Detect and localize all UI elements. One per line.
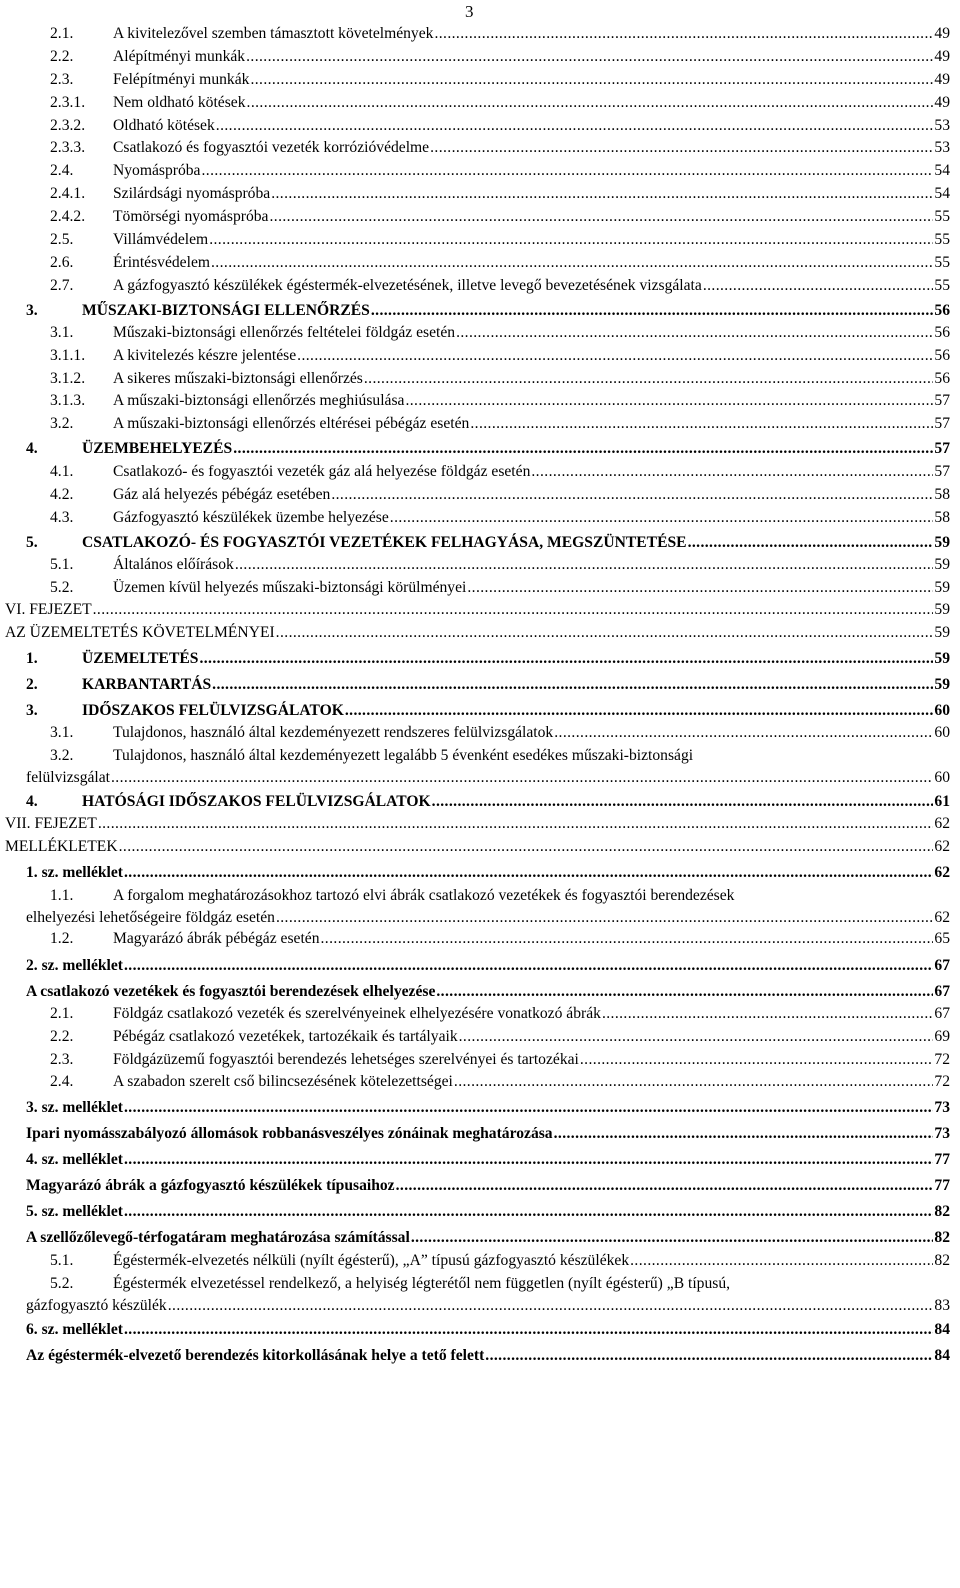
dot-leader xyxy=(345,700,934,722)
toc-entry[interactable] xyxy=(0,700,960,722)
toc-entry-number: 2.4.2. xyxy=(50,208,86,225)
toc-entry[interactable] xyxy=(0,622,960,644)
dot-leader xyxy=(454,1071,934,1093)
toc-entry-page: 56 xyxy=(934,302,950,319)
toc-entry-title: Felépítményi munkák xyxy=(113,71,250,88)
toc-entry-page: 59 xyxy=(934,650,950,667)
toc-entry-title: Földgázüzemű fogyasztói berendezés lehetséges szerelvényei és tartozékai xyxy=(113,1051,579,1068)
toc-entry-title: Üzemen kívül helyezés műszaki-biztonsági körülményei xyxy=(113,579,467,596)
dot-leader xyxy=(111,767,933,789)
toc-entry-title: Alépítményi munkák xyxy=(113,48,246,65)
toc-entry-page: 53 xyxy=(934,117,950,134)
toc-entry-number: 4.3. xyxy=(50,509,74,526)
toc-entry-title: A műszaki-biztonsági ellenőrzés eltérései pébégáz esetén xyxy=(113,415,470,432)
toc-entry-number: 2.5. xyxy=(50,231,74,248)
toc-entry-page: 82 xyxy=(934,1229,950,1246)
toc-entry-page: 60 xyxy=(934,702,950,719)
toc-entry-title: A szellőzőlevegő-térfogatáram meghatározása számítással xyxy=(26,1229,410,1246)
dot-leader xyxy=(98,813,934,835)
dot-leader xyxy=(119,836,934,858)
dot-leader xyxy=(432,791,934,813)
toc-entry-title: 5. sz. melléklet xyxy=(26,1203,123,1220)
toc-entry[interactable] xyxy=(0,206,960,228)
toc-entry[interactable] xyxy=(0,577,960,599)
toc-entry-page: 72 xyxy=(934,1051,950,1068)
toc-entry-page: 62 xyxy=(934,838,950,855)
dot-leader xyxy=(233,438,933,460)
dot-leader xyxy=(246,46,933,68)
toc-entry-number: 1.1. xyxy=(50,887,74,904)
toc-entry-number: 2.3. xyxy=(50,1051,74,1068)
toc-entry-page: 59 xyxy=(934,579,950,596)
toc-entry-number: 5. xyxy=(26,534,38,551)
toc-entry-number: 2.4. xyxy=(50,162,74,179)
toc-entry-title: A csatlakozó vezetékek és fogyasztói berendezések elhelyezése xyxy=(26,983,436,1000)
toc-entry-page: 55 xyxy=(934,254,950,271)
dot-leader xyxy=(371,300,934,322)
toc-entry-title: 4. sz. melléklet xyxy=(26,1151,123,1168)
toc-entry[interactable] xyxy=(0,1071,960,1093)
toc-entry[interactable] xyxy=(0,745,960,789)
toc-entry[interactable] xyxy=(0,461,960,483)
toc-entry-title: MŰSZAKI-BIZTONSÁGI ELLENŐRZÉS xyxy=(82,302,370,319)
toc-entry-number: 3. xyxy=(26,702,38,719)
toc-entry-title: Általános előírások xyxy=(113,556,234,573)
toc-entry[interactable] xyxy=(0,252,960,274)
dot-leader xyxy=(703,275,934,297)
toc-entry[interactable] xyxy=(0,137,960,159)
toc-entry-title: A műszaki-biztonsági ellenőrzés meghiúsulása xyxy=(113,392,405,409)
toc-entry[interactable] xyxy=(0,1026,960,1048)
toc-entry-number: 5.1. xyxy=(50,556,74,573)
dot-leader xyxy=(216,115,934,137)
dot-leader xyxy=(211,252,933,274)
toc-entry-title: 6. sz. melléklet xyxy=(26,1321,123,1338)
toc-entry[interactable] xyxy=(0,1097,960,1119)
toc-entry-page: 54 xyxy=(934,162,950,179)
toc-entry-page: 61 xyxy=(934,793,950,810)
toc-entry[interactable] xyxy=(0,390,960,412)
dot-leader xyxy=(124,1319,933,1341)
toc-entry[interactable] xyxy=(0,69,960,91)
toc-entry[interactable] xyxy=(0,183,960,205)
dot-leader xyxy=(124,1201,933,1223)
toc-entry-page: 77 xyxy=(934,1151,950,1168)
toc-entry-page: 59 xyxy=(934,624,950,641)
toc-entry[interactable] xyxy=(0,484,960,506)
toc-entry[interactable] xyxy=(0,1319,960,1341)
toc-entry-title: HATÓSÁGI IDŐSZAKOS FELÜLVIZSGÁLATOK xyxy=(82,793,431,810)
dot-leader xyxy=(124,1149,933,1171)
toc-entry-page: 67 xyxy=(934,1005,950,1022)
toc-entry-page: 72 xyxy=(934,1073,950,1090)
toc-entry-title: MELLÉKLETEK xyxy=(5,838,118,855)
toc-entry-title: Ipari nyomásszabályozó állomások robbanásveszélyes zónáinak meghatározása xyxy=(26,1125,553,1142)
toc-entry-page: 59 xyxy=(934,556,950,573)
dot-leader xyxy=(467,577,933,599)
toc-entry-page: 62 xyxy=(934,815,950,832)
toc-entry-title: ÜZEMELTETÉS xyxy=(82,650,199,667)
toc-entry-number: 3.1. xyxy=(50,324,74,341)
toc-entry-title: VI. FEJEZET xyxy=(5,601,92,618)
toc-entry[interactable] xyxy=(0,599,960,621)
dot-leader xyxy=(580,1049,934,1071)
toc-entry[interactable] xyxy=(0,981,960,1003)
toc-entry-title: A kivitelezés készre jelentése xyxy=(113,347,297,364)
toc-entry-title: Gázfogyasztó készülékek üzembe helyezése xyxy=(113,509,389,526)
toc-entry[interactable] xyxy=(0,836,960,858)
dot-leader xyxy=(168,1295,934,1317)
toc-entry-title: Gáz alá helyezés pébégáz esetében xyxy=(113,486,331,503)
toc-entry-number: 5.1. xyxy=(50,1252,74,1269)
dot-leader xyxy=(602,1003,933,1025)
toc-entry-title: 2. sz. melléklet xyxy=(26,957,123,974)
toc-entry[interactable] xyxy=(0,438,960,460)
toc-entry-title: gázfogyasztó készülék xyxy=(26,1297,167,1314)
dot-leader xyxy=(212,674,933,696)
toc-entry-page: 82 xyxy=(934,1203,950,1220)
toc-entry[interactable] xyxy=(0,674,960,696)
dot-leader xyxy=(436,981,933,1003)
toc-entry-page: 57 xyxy=(934,392,950,409)
toc-entry-title: Csatlakozó- és fogyasztói vezeték gáz alá helyezése földgáz esetén xyxy=(113,463,531,480)
toc-entry[interactable] xyxy=(0,928,960,950)
toc-entry-number: 2.7. xyxy=(50,277,74,294)
toc-entry-page: 57 xyxy=(934,440,950,457)
toc-entry-number: 3.2. xyxy=(50,747,74,764)
toc-entry[interactable] xyxy=(0,813,960,835)
dot-leader xyxy=(271,183,933,205)
dot-leader xyxy=(321,928,934,950)
dot-leader xyxy=(405,390,933,412)
dot-leader xyxy=(554,722,933,744)
toc-entry-title: Nyomáspróba xyxy=(113,162,201,179)
toc-entry-title: Érintésvédelem xyxy=(113,254,210,271)
toc-entry-title: elhelyezési lehetőségeire földgáz esetén xyxy=(26,909,275,926)
toc-entry-page: 56 xyxy=(934,370,950,387)
dot-leader xyxy=(396,1175,934,1197)
toc-entry-title: Műszaki-biztonsági ellenőrzés feltételei földgáz esetén xyxy=(113,324,456,341)
toc-entry-title: Tömörségi nyomáspróba xyxy=(113,208,269,225)
toc-entry[interactable] xyxy=(0,413,960,435)
dot-leader xyxy=(269,206,933,228)
toc-entry-title: VII. FEJEZET xyxy=(5,815,97,832)
toc-entry-title: A gázfogyasztó készülékek égéstermék-elvezetésének, illetve levegő bevezetésének vizsgálata xyxy=(113,277,702,294)
toc-entry[interactable] xyxy=(0,92,960,114)
toc-entry[interactable] xyxy=(0,791,960,813)
toc-entry-title-line1: A forgalom meghatározásokhoz tartozó elvi ábrák csatlakozó vezetékek és fogyasztói berendezések xyxy=(113,887,735,904)
toc-entry-number: 4. xyxy=(26,793,38,810)
toc-entry-number: 2.2. xyxy=(50,48,74,65)
toc-entry-number: 2.1. xyxy=(50,25,74,42)
toc-entry-page: 58 xyxy=(934,509,950,526)
toc-entry[interactable] xyxy=(0,368,960,390)
toc-entry[interactable] xyxy=(0,532,960,554)
toc-entry-page: 59 xyxy=(934,534,950,551)
dot-leader xyxy=(250,69,933,91)
toc-entry-page: 65 xyxy=(934,930,950,947)
dot-leader xyxy=(531,461,933,483)
dot-leader xyxy=(124,862,933,884)
dot-leader xyxy=(411,1227,934,1249)
toc-entry-number: 2.4.1. xyxy=(50,185,86,202)
toc-entry[interactable] xyxy=(0,160,960,182)
dot-leader xyxy=(235,554,934,576)
toc-entry-title: CSATLAKOZÓ- ÉS FOGYASZTÓI VEZETÉKEK FELHAGYÁSA, MEGSZÜNTETÉSE xyxy=(82,534,687,551)
toc-entry-page: 56 xyxy=(934,324,950,341)
toc-entry-number: 3.2. xyxy=(50,415,74,432)
toc-entry-page: 49 xyxy=(934,94,950,111)
toc-entry-page: 59 xyxy=(934,601,950,618)
toc-entry-number: 3. xyxy=(26,302,38,319)
toc-entry[interactable] xyxy=(0,1227,960,1249)
toc-entry-title: felülvizsgálat xyxy=(26,769,110,786)
toc-entry-number: 2.3.1. xyxy=(50,94,86,111)
dot-leader xyxy=(201,160,933,182)
toc-entry-number: 5.2. xyxy=(50,579,74,596)
toc-entry[interactable] xyxy=(0,1201,960,1223)
toc-entry-title: Pébégáz csatlakozó vezetékek, tartozékaik és tartályaik xyxy=(113,1028,458,1045)
toc-entry-number: 3.1.3. xyxy=(50,392,86,409)
toc-entry-number: 5.2. xyxy=(50,1275,74,1292)
toc-entry-page: 49 xyxy=(934,48,950,65)
toc-entry-page: 55 xyxy=(934,277,950,294)
dot-leader xyxy=(630,1250,933,1272)
toc-entry-page: 77 xyxy=(934,1177,950,1194)
toc-entry-page: 57 xyxy=(934,463,950,480)
page-number: 3 xyxy=(465,2,474,21)
toc-entry-page: 55 xyxy=(934,231,950,248)
dot-leader xyxy=(276,622,934,644)
dot-leader xyxy=(485,1345,933,1367)
toc-entry-page: 53 xyxy=(934,139,950,156)
dot-leader xyxy=(456,322,933,344)
dot-leader xyxy=(331,484,933,506)
toc-entry-page: 59 xyxy=(934,676,950,693)
toc-entry[interactable] xyxy=(0,1273,960,1317)
toc-entry-page: 56 xyxy=(934,347,950,364)
toc-entry-page: 58 xyxy=(934,486,950,503)
dot-leader xyxy=(688,532,934,554)
toc-entry-page: 69 xyxy=(934,1028,950,1045)
toc-entry[interactable] xyxy=(0,345,960,367)
toc-entry[interactable] xyxy=(0,1123,960,1145)
toc-entry-title: Villámvédelem xyxy=(113,231,209,248)
toc-entry-title: AZ ÜZEMELTETÉS KÖVETELMÉNYEI xyxy=(5,624,275,641)
toc-entry[interactable] xyxy=(0,1149,960,1171)
dot-leader xyxy=(434,23,933,45)
toc-entry-title: A kivitelezővel szemben támasztott követelmények xyxy=(113,25,434,42)
toc-entry-number: 3.1. xyxy=(50,724,74,741)
toc-entry-title: Nem oldható kötések xyxy=(113,94,246,111)
toc-entry-title: ÜZEMBEHELYEZÉS xyxy=(82,440,233,457)
toc-entry-title-line1: Tulajdonos, használó által kezdeményezett legalább 5 évenként esedékes műszaki-biztonsági xyxy=(113,747,694,764)
toc-entry-page: 49 xyxy=(934,25,950,42)
dot-leader xyxy=(459,1026,934,1048)
toc-entry-number: 2. xyxy=(26,676,38,693)
toc-entry-page: 83 xyxy=(934,1297,950,1314)
toc-entry-number: 4. xyxy=(26,440,38,457)
toc-entry-page: 84 xyxy=(934,1321,950,1338)
toc-entry[interactable] xyxy=(0,955,960,977)
toc-entry[interactable] xyxy=(0,722,960,744)
toc-entry-number: 2.2. xyxy=(50,1028,74,1045)
toc-entry-number: 1. xyxy=(26,650,38,667)
toc-entry-page: 67 xyxy=(934,957,950,974)
toc-entry-title: Földgáz csatlakozó vezeték és szerelvényeinek elhelyezésére vonatkozó ábrák xyxy=(113,1005,601,1022)
toc-entry[interactable] xyxy=(0,1049,960,1071)
toc-entry-title-line1: Égéstermék elvezetéssel rendelkező, a helyiség légterétől nem független (nyílt égésterű) „B típusú, xyxy=(113,1275,731,1292)
toc-entry-page: 60 xyxy=(934,769,950,786)
toc-entry-title: A szabadon szerelt cső bilincsezésének kötelezettségei xyxy=(113,1073,453,1090)
toc-entry[interactable] xyxy=(0,23,960,45)
toc-entry-title: IDŐSZAKOS FELÜLVIZSGÁLATOK xyxy=(82,702,344,719)
toc-entry-title: Tulajdonos, használó által kezdeményezett rendszeres felülvizsgálatok xyxy=(113,724,554,741)
toc-entry-page: 82 xyxy=(934,1252,950,1269)
toc-entry-title: 1. sz. melléklet xyxy=(26,864,123,881)
toc-entry-number: 4.2. xyxy=(50,486,74,503)
toc-entry[interactable] xyxy=(0,322,960,344)
toc-entry-page: 55 xyxy=(934,208,950,225)
toc-entry[interactable] xyxy=(0,885,960,929)
toc-entry-number: 1.2. xyxy=(50,930,74,947)
dot-leader xyxy=(209,229,933,251)
dot-leader xyxy=(93,599,934,621)
toc-entry-number: 3.1.2. xyxy=(50,370,86,387)
toc-entry[interactable] xyxy=(0,1250,960,1272)
toc-entry[interactable] xyxy=(0,1175,960,1197)
dot-leader xyxy=(390,507,934,529)
toc-entry-page: 60 xyxy=(934,724,950,741)
toc-entry-title: Az égéstermék-elvezető berendezés kitorkollásának helye a tető felett xyxy=(26,1347,485,1364)
toc-entry-page: 49 xyxy=(934,71,950,88)
toc-entry[interactable] xyxy=(0,229,960,251)
dot-leader xyxy=(364,368,934,390)
dot-leader xyxy=(430,137,933,159)
toc-entry-number: 2.4. xyxy=(50,1073,74,1090)
toc-entry-number: 2.3.3. xyxy=(50,139,86,156)
dot-leader xyxy=(124,955,933,977)
toc-entry-title: Oldható kötések xyxy=(113,117,215,134)
toc-entry-page: 84 xyxy=(934,1347,950,1364)
toc-entry-page: 57 xyxy=(934,415,950,432)
toc-entry-title: Csatlakozó és fogyasztói vezeték korrózióvédelme xyxy=(113,139,430,156)
toc-entry-number: 4.1. xyxy=(50,463,74,480)
toc-entry[interactable] xyxy=(0,862,960,884)
toc-entry[interactable] xyxy=(0,300,960,322)
dot-leader xyxy=(554,1123,934,1145)
toc-entry[interactable] xyxy=(0,1345,960,1367)
toc-entry-title: A sikeres műszaki-biztonsági ellenőrzés xyxy=(113,370,363,387)
toc-entry-page: 73 xyxy=(934,1125,950,1142)
dot-leader xyxy=(247,92,934,114)
dot-leader xyxy=(199,648,933,670)
toc-entry-page: 62 xyxy=(934,864,950,881)
toc-entry-title: KARBANTARTÁS xyxy=(82,676,212,693)
toc-entry-title: 3. sz. melléklet xyxy=(26,1099,123,1116)
toc-entry[interactable] xyxy=(0,275,960,297)
toc-entry-number: 2.6. xyxy=(50,254,74,271)
toc-entry-title: Magyarázó ábrák pébégáz esetén xyxy=(113,930,320,947)
toc-entry[interactable] xyxy=(0,648,960,670)
toc-entry-page: 62 xyxy=(934,909,950,926)
toc-entry-title: Szilárdsági nyomáspróba xyxy=(113,185,271,202)
dot-leader xyxy=(276,907,933,929)
dot-leader xyxy=(124,1097,933,1119)
toc-entry[interactable] xyxy=(0,1003,960,1025)
toc-entry[interactable] xyxy=(0,554,960,576)
toc-entry-title: Égéstermék-elvezetés nélküli (nyílt égésterű), „A” típusú gázfogyasztó készülékek xyxy=(113,1252,630,1269)
toc-entry[interactable] xyxy=(0,115,960,137)
toc-entry-number: 2.3.2. xyxy=(50,117,86,134)
dot-leader xyxy=(470,413,933,435)
toc-entry-title: Magyarázó ábrák a gázfogyasztó készülékek típusaihoz xyxy=(26,1177,395,1194)
toc-entry-number: 3.1.1. xyxy=(50,347,86,364)
toc-entry-page: 54 xyxy=(934,185,950,202)
toc-entry-number: 2.1. xyxy=(50,1005,74,1022)
toc-entry[interactable] xyxy=(0,46,960,68)
dot-leader xyxy=(297,345,933,367)
toc-entry[interactable] xyxy=(0,507,960,529)
toc-entry-page: 73 xyxy=(934,1099,950,1116)
toc-entry-page: 67 xyxy=(934,983,950,1000)
toc-entry-number: 2.3. xyxy=(50,71,74,88)
